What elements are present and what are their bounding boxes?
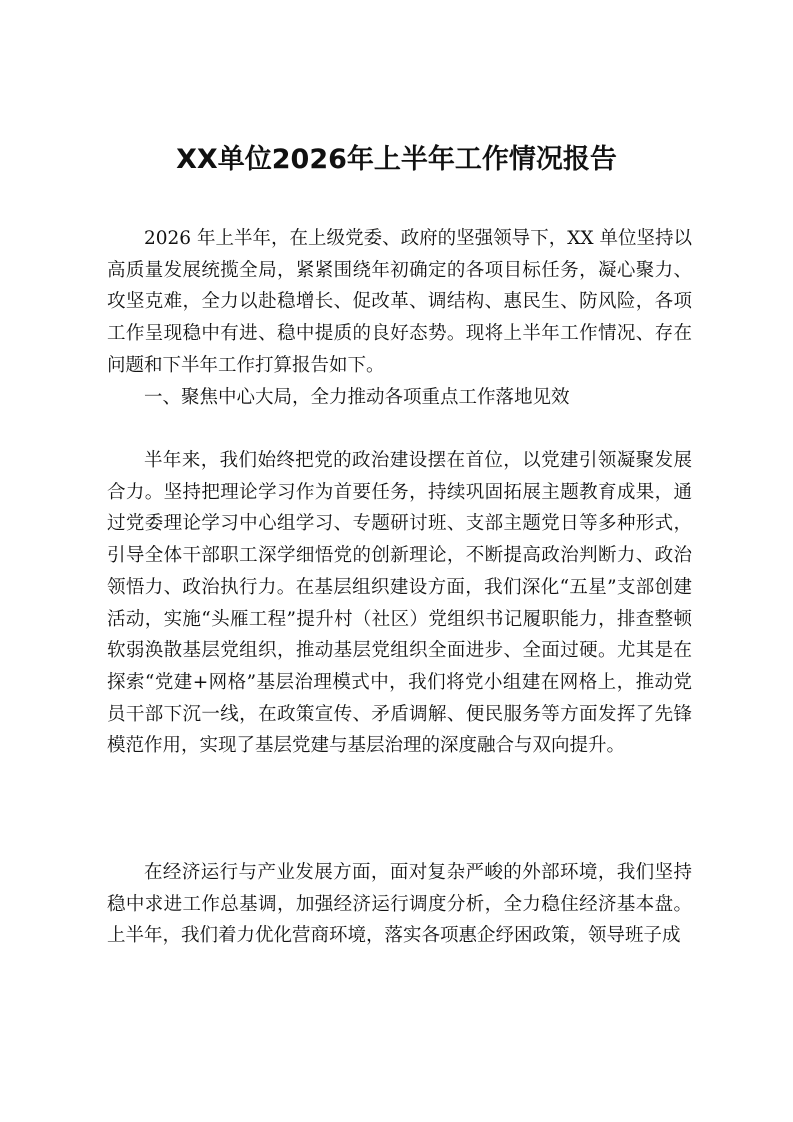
section-heading-1: 一、聚焦中心大局，全力推动各项重点工作落地见效 [144, 387, 570, 408]
party-building-paragraph: 半年来，我们始终把党的政治建设摆在首位，以党建引领凝聚发展合力。坚持把理论学习作为首要任务，持续巩固拓展主题教育成果，通过党委理论学习中心组学习、专题研讨班、支部主题党日等多种形式，引导全体干部职工深学细悟党的创新理论，不断提高政治判断力、政治领悟力、政治执行力。在基层组织建设方面，我们深化“五星”支部创建活动，实施“头雁工程”提升村（社区）党组织书记履职能力，排查整顿软弱涣散基层党组织，推动基层党组织全面进步、全面过硬。尤其是在探索“党建+网格”基层治理模式中，我们将党小组建在网格上，推动党员干部下沉一线，在政策宣传、矛盾调解、便民服务等方面发挥了先锋模范作用，实现了基层党建与基层治理的深度融合与双向提升。 [107, 450, 692, 757]
intro-paragraph: 2026 年上半年，在上级党委、政府的坚强领导下，XX 单位坚持以高质量发展统揽全局，紧紧围绕年初确定的各项目标任务，凝心聚力、攻坚克难，全力以赴稳增长、促改革、调结构、惠民生、防风险，各项工作呈现稳中有进、稳中提质的良好态势。现将上半年工作情况、存在问题和下半年工作打算报告如下。 [107, 228, 692, 376]
document-title: XX单位2026年上半年工作情况报告 [176, 144, 617, 175]
economy-paragraph: 在经济运行与产业发展方面，面对复杂严峻的外部环境，我们坚持稳中求进工作总基调，加强经济运行调度分析，全力稳住经济基本盘。上半年，我们着力优化营商环境，落实各项惠企纾困政策，领导班子成 [107, 862, 692, 947]
